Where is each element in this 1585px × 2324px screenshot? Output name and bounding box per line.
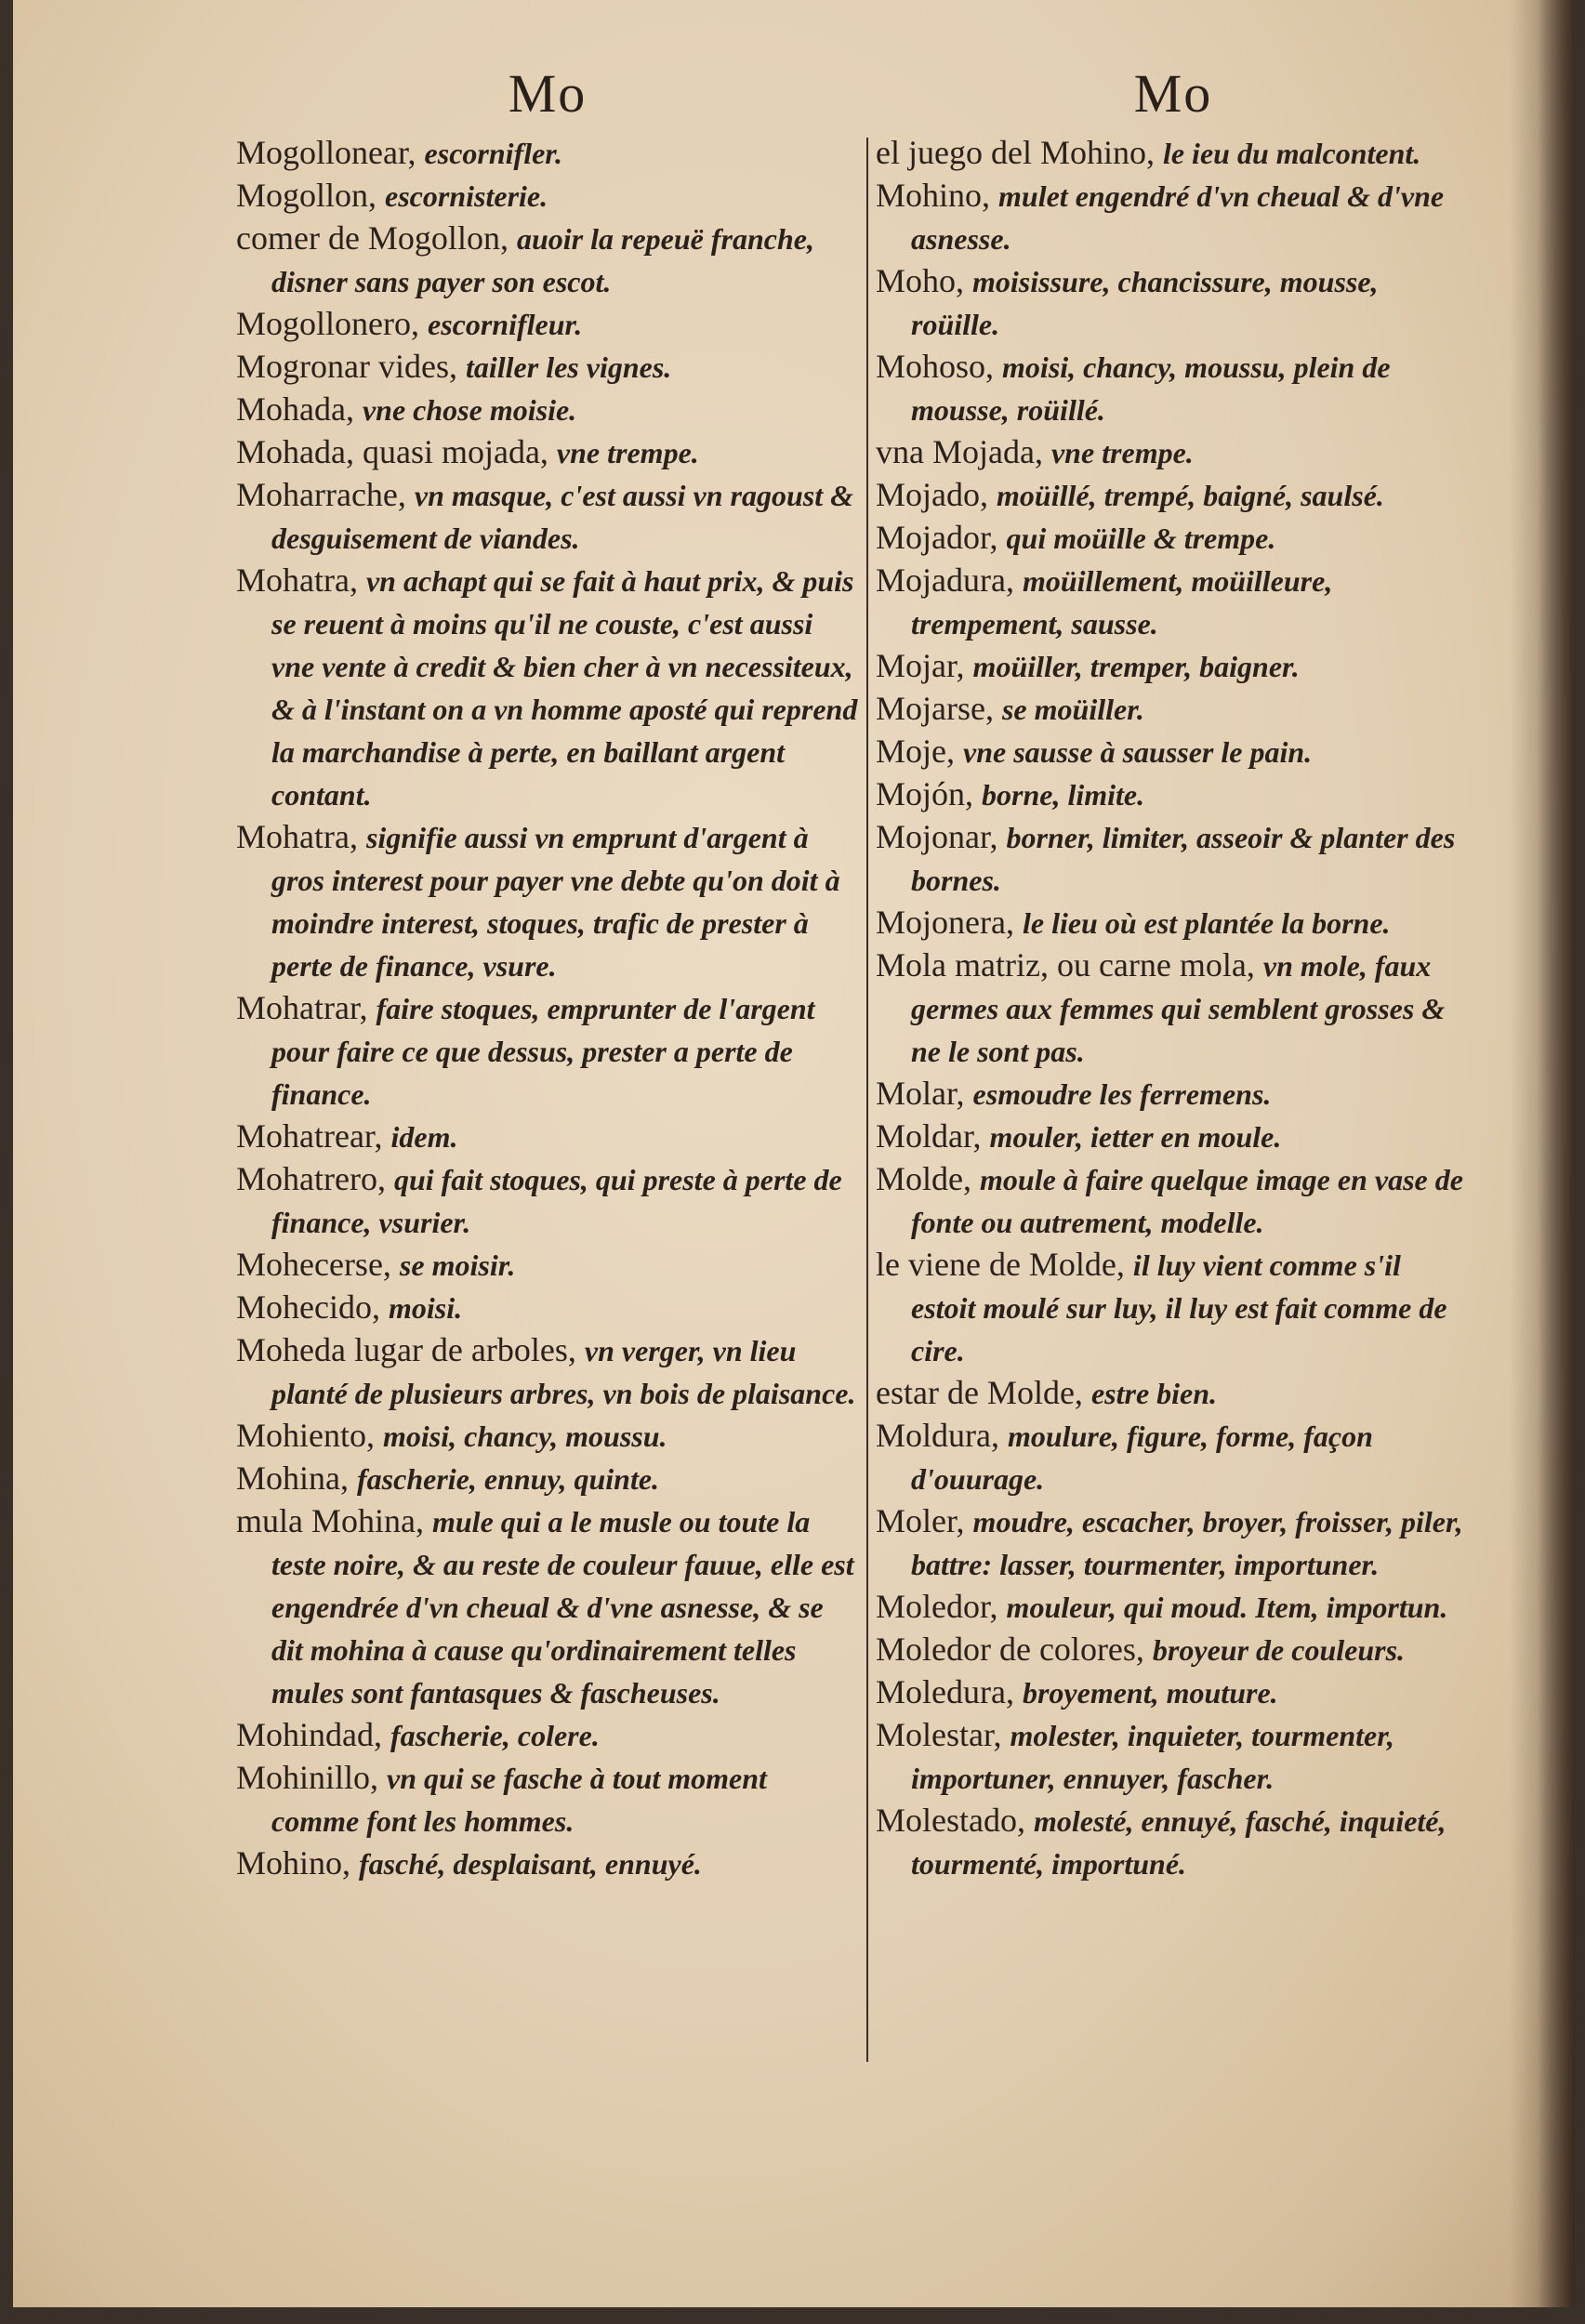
dictionary-entry: [876, 1800, 1471, 1885]
entry-headword: Moharrache,: [236, 476, 406, 513]
entry-definition: vn masque, c'est aussi vn ragoust & desguisement de viandes.: [271, 479, 853, 555]
entry-definition: moisi, chancy, moussu, plein de mousse, roüillé.: [911, 350, 1391, 427]
entry-definition: le ieu du malcontent.: [1162, 137, 1421, 170]
entry-headword: Mogollonero,: [236, 305, 419, 342]
entry-headword: Mohatrero,: [236, 1160, 386, 1197]
entry-headword: Molar,: [876, 1075, 965, 1112]
entry-headword: vna Mojada,: [876, 433, 1043, 470]
dictionary-entry: [236, 218, 859, 303]
entry-definition: mouler, ietter en moule.: [989, 1120, 1282, 1154]
entry-definition: escornisterie.: [385, 179, 548, 213]
dictionary-entry: [236, 1415, 859, 1458]
dictionary-entry: [876, 1158, 1471, 1244]
entry-headword: Mogollonear,: [236, 134, 416, 171]
dictionary-entry: [236, 132, 859, 175]
entry-headword: Mohada,: [236, 390, 354, 428]
entry-definition: molesté, ennuyé, fasché, inquieté, tourmenté, importuné.: [911, 1804, 1446, 1881]
dictionary-entry: [876, 431, 1471, 474]
dictionary-entry: [236, 1714, 859, 1757]
dictionary-entry: [876, 1714, 1471, 1800]
entry-definition: molester, inquieter, tourmenter, importuner, ennuyer, fascher.: [911, 1719, 1394, 1795]
dictionary-entry: [876, 560, 1471, 645]
dictionary-entry: [236, 1329, 859, 1415]
entry-headword: Moledura,: [876, 1673, 1014, 1710]
entry-definition: vn mole, faux germes aux femmes qui semblent grosses & ne le sont pas.: [911, 949, 1446, 1068]
entry-headword: mula Mohina,: [236, 1502, 424, 1539]
dictionary-entry: [876, 474, 1471, 517]
entry-definition: vne sausse à sausser le pain.: [963, 735, 1313, 769]
entry-definition: signifie aussi vn emprunt d'argent à gros interest pour payer vne debte qu'on doit à moindre interest, stoques, trafic de prester à perte de finance, vsure.: [271, 821, 840, 983]
entry-definition: qui fait stoques, qui preste à perte de finance, vsurier.: [271, 1163, 842, 1239]
entry-definition: fascherie, ennuy, quinte.: [357, 1462, 660, 1496]
entry-definition: vne chose moisie.: [362, 393, 577, 427]
entry-definition: mouleur, qui moud. Item, importun.: [1006, 1591, 1448, 1624]
entry-headword: Moledor de colores,: [876, 1631, 1144, 1668]
entry-headword: Mohatra,: [236, 818, 358, 855]
entry-definition: vne trempe.: [556, 436, 699, 469]
entry-definition: vn verger, vn lieu planté de plusieurs arbres, vn bois de plaisance.: [271, 1334, 856, 1410]
entry-headword: Mohecido,: [236, 1288, 380, 1326]
dictionary-entry: [236, 1500, 859, 1714]
entry-headword: Mohatrear,: [236, 1117, 383, 1155]
entry-headword: Mogronar vides,: [236, 348, 457, 385]
dictionary-entry: [876, 517, 1471, 560]
dictionary-entry: [876, 1244, 1471, 1372]
entry-definition: estre bien.: [1090, 1377, 1218, 1410]
dictionary-entry: [236, 1244, 859, 1287]
entry-definition: moisi, chancy, moussu.: [383, 1419, 667, 1453]
left-entries: [236, 132, 859, 1885]
entry-definition: broyement, mouture.: [1022, 1676, 1278, 1710]
entry-headword: Molde,: [876, 1160, 971, 1197]
dictionary-entry: [236, 1458, 859, 1500]
entry-definition: moisissure, chancissure, mousse, roüille.: [911, 265, 1379, 341]
page-gutter-shadow: [1538, 0, 1575, 2307]
dictionary-entry: [236, 987, 859, 1116]
entry-headword: Moldura,: [876, 1417, 999, 1454]
dictionary-entry: [236, 1287, 859, 1329]
entry-headword: Mojadura,: [876, 561, 1014, 599]
dictionary-entry: [876, 1116, 1471, 1158]
entry-definition: vn qui se fasche à tout moment comme font les hommes.: [271, 1762, 767, 1838]
dictionary-entry: [876, 773, 1471, 816]
entry-headword: Mojado,: [876, 476, 988, 513]
entry-headword: le viene de Molde,: [876, 1246, 1125, 1283]
entry-headword: Mohinillo,: [236, 1759, 379, 1796]
entry-headword: Mohino,: [236, 1844, 351, 1882]
entry-headword: Mola matriz, ou carne mola,: [876, 946, 1255, 984]
dictionary-entry: [876, 1671, 1471, 1714]
dictionary-entry: [236, 303, 859, 346]
entry-headword: Mohecerse,: [236, 1246, 391, 1283]
dictionary-entry: [236, 175, 859, 218]
entry-definition: vn achapt qui se fait à haut prix, & puis se reuent à moins qu'il ne couste, c'est aussi vne vente à credit & bien cher à vn necessiteux, & à l'instant on a vn homme aposté qui reprend la marchandise à perte, en baillant argent contant.: [271, 564, 858, 812]
dictionary-entry: [236, 1757, 859, 1842]
entry-headword: Mohina,: [236, 1459, 349, 1497]
dictionary-entry: [236, 560, 859, 816]
left-running-header: Mo: [508, 63, 588, 124]
dictionary-entry: [236, 1842, 859, 1885]
dictionary-entry: [876, 902, 1471, 944]
entry-definition: vne trempe.: [1050, 436, 1194, 469]
dictionary-entry: [876, 1586, 1471, 1629]
entry-headword: Mohindad,: [236, 1716, 382, 1753]
entry-definition: mule qui a le musle ou toute la teste noire, & au reste de couleur fauue, elle est engendrée d'vn cheual & d'vne asnesse, & se dit mohina à cause qu'ordinairement telles mules sont fantasques & fascheuses.: [271, 1505, 854, 1710]
entry-definition: moüillé, trempé, baigné, saulsé.: [997, 479, 1384, 512]
entry-headword: Mojar,: [876, 647, 965, 684]
entry-headword: Molestar,: [876, 1716, 1002, 1753]
entry-headword: Mohiento,: [236, 1417, 375, 1454]
entry-definition: faire stoques, emprunter de l'argent pour faire ce que dessus, prester a perte de finance.: [271, 992, 815, 1111]
dictionary-entry: [236, 389, 859, 431]
entry-headword: comer de Mogollon,: [236, 219, 509, 257]
entry-definition: qui moüille & trempe.: [1006, 522, 1276, 555]
entry-headword: Moho,: [876, 262, 965, 299]
entry-headword: Mohatra,: [236, 561, 358, 599]
entry-definition: moudre, escacher, broyer, froisser, piler, battre: lasser, tourmenter, importuner.: [911, 1505, 1463, 1581]
entry-headword: Mogollon,: [236, 177, 377, 214]
dictionary-entry: [876, 645, 1471, 688]
entry-definition: fasché, desplaisant, ennuyé.: [359, 1847, 702, 1881]
dictionary-entry: [236, 816, 859, 987]
entry-definition: le lieu où est plantée la borne.: [1022, 906, 1391, 940]
entry-definition: moulure, figure, forme, façon d'ouurage.: [911, 1419, 1373, 1496]
entry-definition: moisi.: [388, 1291, 463, 1325]
entry-definition: mulet engendré d'vn cheual & d'vne asnesse.: [911, 179, 1445, 256]
dictionary-entry: [876, 1415, 1471, 1500]
entry-headword: estar de Molde,: [876, 1374, 1083, 1411]
dictionary-entry: [236, 431, 859, 474]
entry-definition: se moisir.: [399, 1248, 516, 1282]
entry-definition: escornifler.: [424, 137, 562, 170]
entry-headword: Moler,: [876, 1502, 965, 1539]
entry-definition: fascherie, colere.: [390, 1719, 600, 1752]
entry-headword: Mohatrar,: [236, 989, 368, 1026]
right-entries: [876, 132, 1471, 1885]
entry-headword: Mohino,: [876, 177, 991, 214]
entry-definition: borne, limite.: [982, 778, 1145, 812]
entry-headword: Moledor,: [876, 1588, 998, 1625]
entry-headword: Mojonera,: [876, 904, 1014, 941]
entry-headword: el juego del Mohino,: [876, 134, 1155, 171]
dictionary-entry: [236, 1158, 859, 1244]
entry-headword: Mohoso,: [876, 348, 995, 385]
column-divider: [866, 138, 868, 2062]
entry-definition: moüillement, moüilleure, trempement, sausse.: [911, 564, 1333, 640]
entry-definition: se moüiller.: [1001, 693, 1144, 726]
entry-headword: Molestado,: [876, 1802, 1025, 1839]
entry-definition: moule à faire quelque image en vase de fonte ou autrement, modelle.: [911, 1163, 1463, 1239]
right-running-header: Mo: [1133, 63, 1213, 124]
entry-definition: esmoudre les ferremens.: [972, 1077, 1272, 1111]
entry-headword: Mojarse,: [876, 690, 994, 727]
dictionary-entry: [236, 474, 859, 560]
entry-definition: il luy vient comme s'il estoit moulé sur luy, il luy est fait comme de cire.: [911, 1248, 1447, 1367]
entry-definition: broyeur de couleurs.: [1152, 1633, 1406, 1667]
dictionary-entry: [876, 346, 1471, 431]
entry-headword: Mohada, quasi mojada,: [236, 433, 548, 470]
dictionary-entry: [876, 688, 1471, 731]
entry-headword: Mojador,: [876, 519, 998, 556]
entry-definition: moüiller, tremper, baigner.: [972, 650, 1300, 683]
dictionary-entry: [236, 346, 859, 389]
entry-headword: Moje,: [876, 733, 955, 770]
entry-definition: auoir la repeuë franche, disner sans payer son escot.: [271, 222, 814, 298]
left-column: [236, 56, 859, 1885]
entry-headword: Mojonar,: [876, 818, 998, 855]
dictionary-entry: [876, 260, 1471, 346]
dictionary-entry: [876, 944, 1471, 1073]
dictionary-entry: [876, 816, 1471, 902]
right-column: [876, 56, 1471, 1885]
entry-definition: idem.: [390, 1120, 458, 1154]
entry-headword: Moldar,: [876, 1117, 982, 1155]
entry-headword: Mojón,: [876, 775, 974, 812]
dictionary-entry: [876, 132, 1471, 175]
entry-headword: Moheda lugar de arboles,: [236, 1331, 576, 1368]
entry-definition: escornifleur.: [427, 308, 583, 341]
entry-definition: borner, limiter, asseoir & planter des bornes.: [911, 821, 1456, 897]
dictionary-entry: [876, 731, 1471, 773]
dictionary-entry: [876, 1073, 1471, 1116]
dictionary-entry: [876, 1500, 1471, 1586]
dictionary-entry: [876, 175, 1471, 260]
dictionary-entry: [876, 1629, 1471, 1671]
entry-definition: tailler les vignes.: [465, 350, 672, 384]
dictionary-entry: [876, 1372, 1471, 1415]
dictionary-entry: [236, 1116, 859, 1158]
dictionary-page: [13, 0, 1575, 2307]
